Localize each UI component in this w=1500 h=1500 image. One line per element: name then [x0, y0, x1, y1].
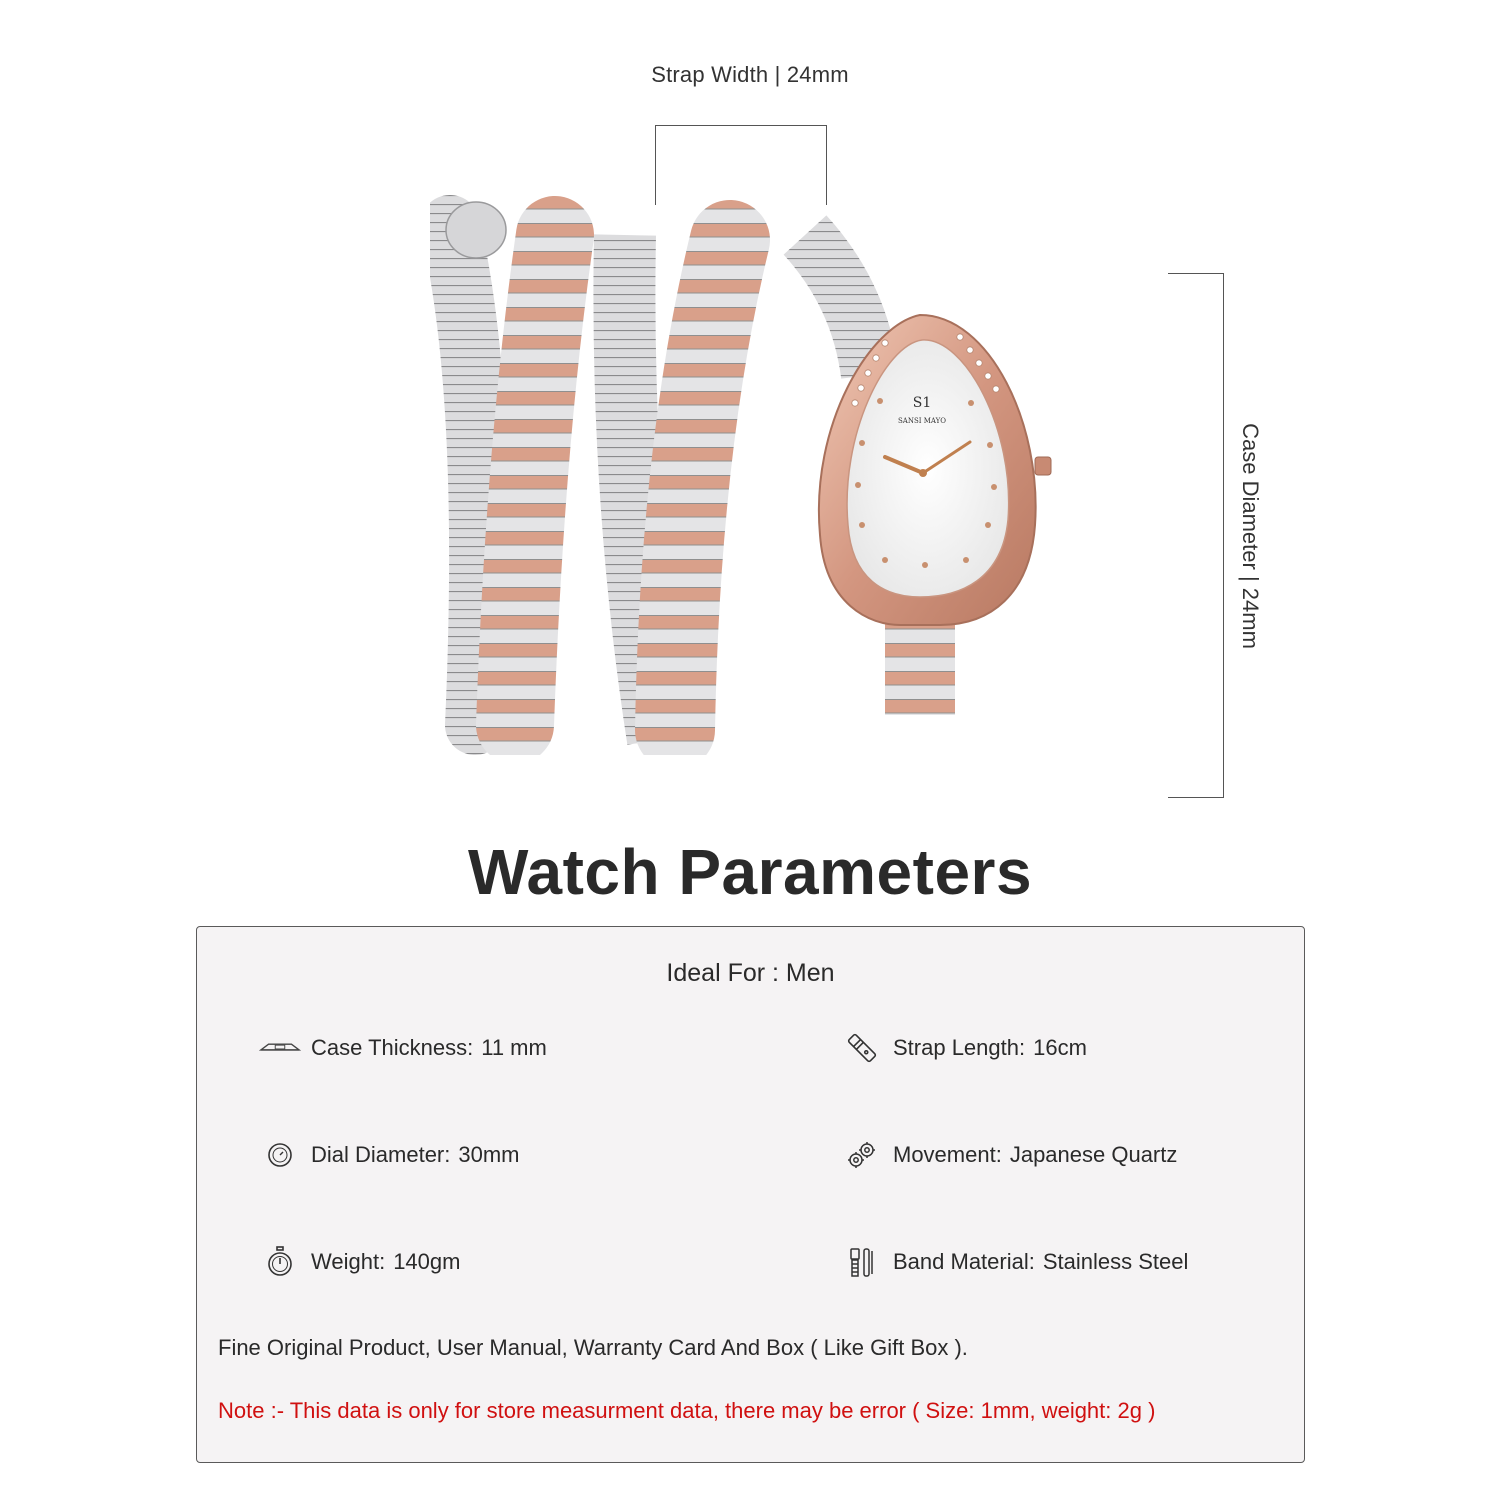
case-thickness-icon — [259, 1031, 301, 1065]
spec-dial-diameter: Dial Diameter: 30mm — [259, 1138, 520, 1172]
strap-width-bracket — [655, 125, 827, 205]
spec-band-material: Band Material: Stainless Steel — [841, 1245, 1188, 1279]
measurement-note: Note :- This data is only for store measurment data, there may be error ( Size: 1mm, weight: 2g ) — [218, 1398, 1156, 1423]
spec-strap-length: Strap Length: 16cm — [841, 1031, 1087, 1065]
spec-case-thickness: Case Thickness: 11 mm — [259, 1031, 547, 1065]
stopwatch-icon — [259, 1245, 301, 1279]
watch-image — [430, 195, 1070, 755]
parameters-panel — [196, 926, 1305, 1463]
strap-icon — [841, 1031, 883, 1065]
case-diameter-label: Case Diameter | 24mm — [1238, 423, 1263, 649]
spec-movement: Movement: Japanese Quartz — [841, 1138, 1177, 1172]
dial-icon — [259, 1138, 301, 1172]
svg-text:S1: S1 — [912, 395, 932, 411]
box-contents: Fine Original Product, User Manual, Warranty Card And Box ( Like Gift Box ). — [218, 1335, 968, 1360]
gears-icon — [841, 1138, 883, 1172]
ideal-for: Ideal For : Men — [666, 959, 835, 987]
watch-brand-text: SANSI MAYO — [897, 417, 947, 425]
strap-width-label: Strap Width | 24mm — [651, 62, 849, 87]
page-title: Watch Parameters — [467, 836, 1033, 908]
spec-weight: Weight: 140gm — [259, 1245, 460, 1279]
case-diameter-bracket — [1168, 273, 1224, 798]
band-icon — [841, 1245, 883, 1279]
